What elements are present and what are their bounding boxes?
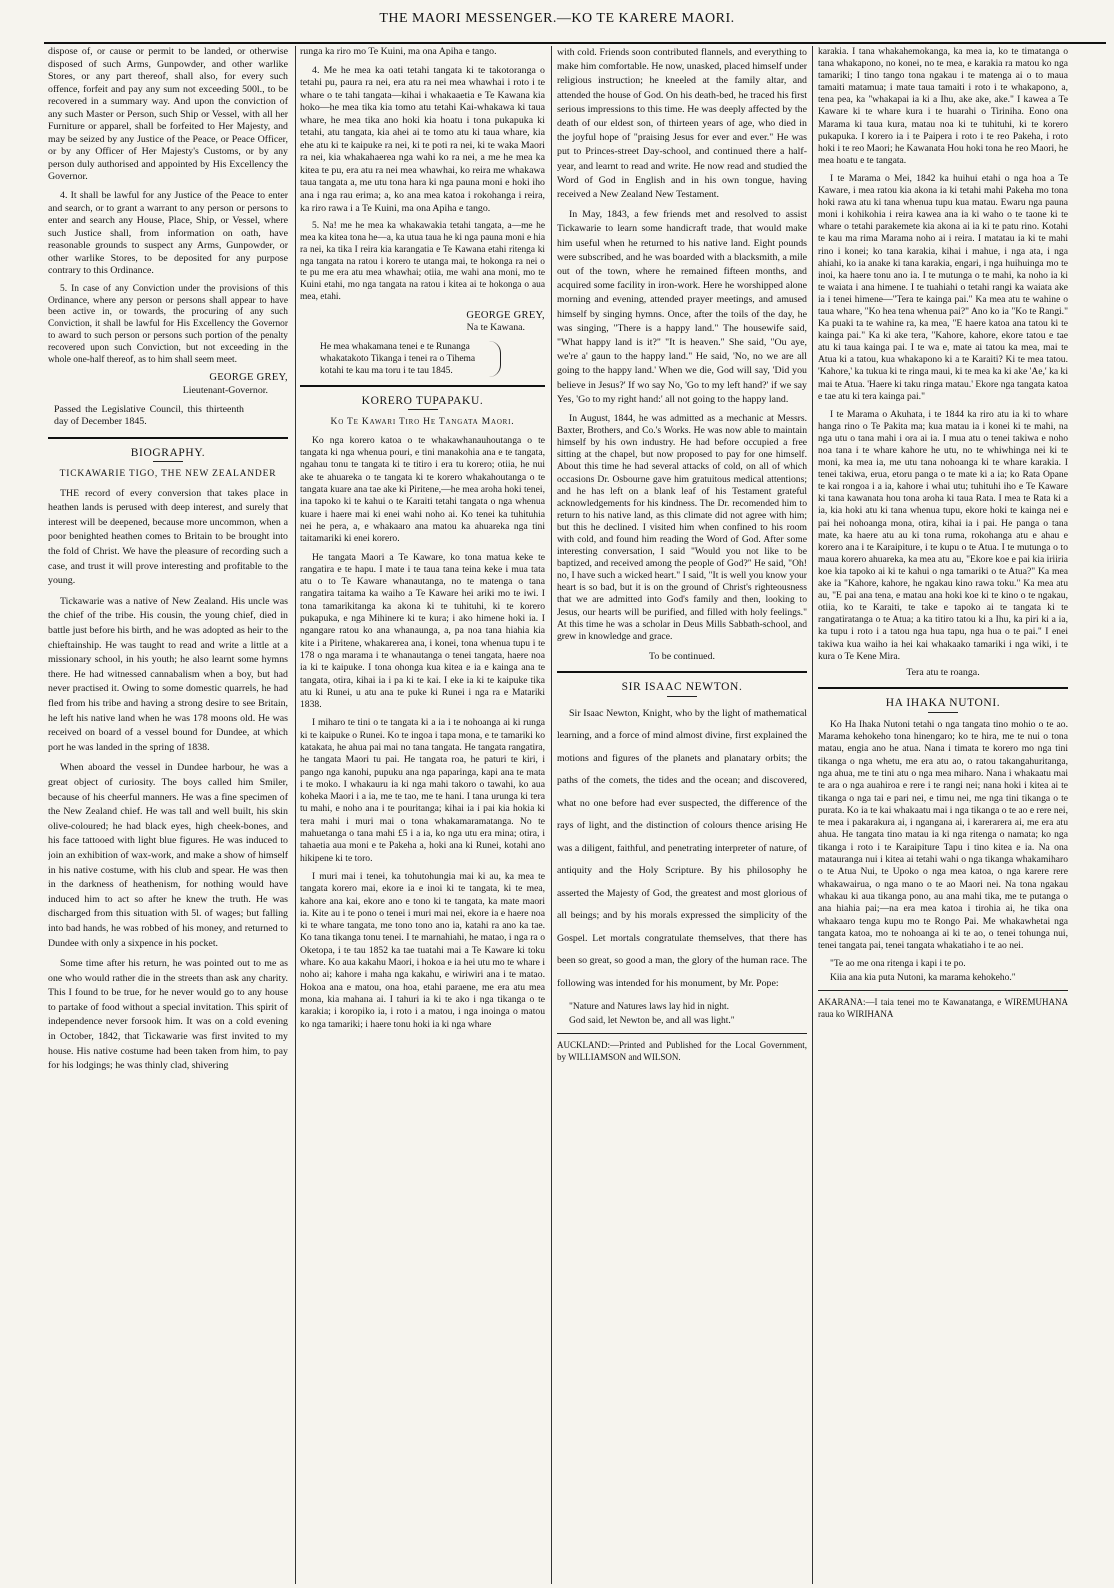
imprint-rule [818, 990, 1068, 991]
korero-continued: karakia. I tana whakahemokanga, ka mea ia, ko te timatanga o tana whakapono, no konei, no te mea, e karakia ra matou ko nga tamariki; I tino tango tona ngakau i te matenga ai o to maua tamaiti matamua; i mate taua tamaiti i roto i te whakapono, a, tena pea, ka "whakapai ia ki a Ihu, ake ake, ake." I kawea a Te Kaware ki te whare kura i te huarahi o Tiriniha. Eono ona Marama ki taua kura, matau noa ki te tuhituhi, ki te korero pukapuka. I korero ia i te Paipera i roto i te reo Pakeha, i roto hoki i te reo Maori; he Kawanata Hou hoki tona he reo Maori, he mea hoatu e te tangata. [818, 46, 1068, 166]
column-2 [300, 46, 545, 1584]
ordinance-clause-4: 4. It shall be lawful for any Justice of the Peace to enter and search, or to grant a warrant to any person or persons to enter and search any House, Place, Ship, or Vessel, where such Justice shall, from information on oath, have reasonable grounds to suspect any Arms, Gunpowder, or other warlike Stores, to be deposited for any purpose contrary to this Ordinance. [48, 190, 288, 277]
biography-paragraph: Tickawarie was a native of New Zealand. His uncle was the chief of the tribe. His cousin, the young chief, died in battle just before his birth, and he was adopted as heir to the chieftainship. He was taught to read and write a little at a missionary school, in his youth; he also learnt some hymns there. He had witnessed cannabalism when a boy, but had never practised it. Owing to some domestic quarrels, he had fled from his tribe and having a strong desire to see Britain, he left his native land when he was 178 moons old. He was received on board of a vessel bound for Dundee, at which port he was landed in the spring of 1838. [48, 595, 288, 753]
biography-continued: In May, 1843, a few friends met and resolved to assist Tickawarie to learn some handicraft trade, that would make him useful when he returned to his native land. Eight pounds were subscribed, and he was boarded with a blacksmith, a mile out of the town, where he remained fifteen months, and acquired some facility in iron-work. Here he worshipped alone morning and evening, attended prayer meetings, and amused himself by singing hymns. Once, after the toils of the day, he was singing, "There is a happy land." The housewife said, "What happy land is it?" "It is heaven." She said, "Ou aye, we're a' gaun to the happy land." He said, 'No, no we are all going to the happy land.' When we die, God will say, 'Did you believe in Jesus?' If wo say No, 'Go to my left hand?' if we say Yes, 'Go to my right hand:' all not going to the happy land. [557, 209, 807, 405]
ordinance-maori-text: runga ka riro mo Te Kuini, ma ona Apiha e tango. [300, 46, 497, 57]
signature: GEORGE GREY, [466, 309, 545, 321]
biography-continued: In August, 1844, he was admitted as a mechanic at Messrs. Baxter, Brothers, and Co.'s Works. He was now able to maintain himself by his own industry. He had before occupied a free sitting at the chapel, but now proposed to pay for one himself. About this time he had several attacks of cold, on all of which occasions Dr. Osbourne gave him gratuitous medical attentions; and he has left on a blank leaf of his Testament grateful acknowledgements for his kindness. The Dr. recomended him to return to his native land, as this climate did not agree with him; but this he declined. I visited him when confined to his room with cold, and found him reading the Word of God. After some interesting conversation, I said "Would you not like to be baptized, and received among the people of God?" He said, "Oh! no, I have such a wicked heart." I said, "It is well you know your heart is so bad, but it is on the ground of Christ's righteousness that we are admitted into God's family and then, looking to Jesus, our hearts will be purified, and filled with holy feelings." At this time he was a scholar in Deus Mills Sabbath-school, and grew in knowledge and grace. [557, 413, 807, 642]
nutoni-quote-line: "Te ao me ona ritenga i kapi i te po. [830, 959, 966, 970]
masthead: THE MAORI MESSENGER.—KO TE KARERE MAORI. [379, 11, 735, 26]
korero-paragraph: He tangata Maori a Te Kaware, ko tona matua keke te rangatira e te hapu. I mate i te taua tana teina keke i mua tata atu o to Te Kaware whanautanga, no te matenga o tana rangatira taitama ka waiho a Te Kaware hei ariki mo te iwi. I tona tamarikitanga ka akona ki te tuhituhi, ki te korero pukapuka, e nga Mihinere ki te kura; i ako himene hoki ia. I ngangare ratou ko ana whanaunga, a, pa noa tana hiahia kia kite i a Piritene, whakarerea ana, i konei, tona whenua tupu i te 178 o nga marama i te whanautanga o tenei tangata, haere noa ia ki te kaipuke. I tona ohonga kua kitea e ia e kainga ana te tangata, otira, kihai ia i pa ki te kai. I eke ia ki te kaipuke tika atu ki Runei, u atu ana te puke ki Runei i nga ra e Matariki 1838. [300, 551, 545, 711]
nutoni-quote-line: Kiia ana kia puta Nutoni, ka marama kehokeho." [830, 973, 1016, 984]
column-3 [557, 46, 807, 1584]
biography-subheading: TICKAWARIE TIGO, THE NEW ZEALANDER [59, 469, 277, 480]
korero-paragraph: I muri mai i tenei, ka tohutohungia mai ki au, ka mea te tangata korero mai, ekore ia e inoi ki te tangata, ki te mea, kahore ana kai, ekore ano e tono ki te tangata, ka mate maori ia. Kite au i te pono o tenei i muri mai nei, ekore ia e haere noa ki te whare tangata, me tono tono ano ia, katahi ra ano ka tae. Ko tana tikanga tonu tenei. I te marnahiahi, he matao, i nga ra o Oketopa, i te tau 1852 ka tae tuatahi mai a Te Kaware ki toku whare. Ko aua kakahu Maori, i hokoa e ia hei utu mo te whare i noho ai; kahore i maha nga kakahu, e wiriwiri ana i te matao. Hokoa ana e matou, ona hoa, etahi paraene, me era atu mea mona, kia mahana ai. I tahuri ia ki te ako i nga tikanga o te karakia; i koropiko ia, i roto i a matou, i nga inoinga o matou ko nga tamariki; i haere tonu hoki ia ki nga whare [300, 870, 545, 1030]
ordinance-text: dispose of, or cause or permit to be landed, or otherwise disposed of such Arms, Gunpowder, and other warlike Stores, or any part thereof, shall also, for every such offence, forfeit and pay any sum not exceeding 500l., to be recovered in a summary way. And upon the conviction of any such Master or Person, such Ship or Vessel, with all her Furniture or apparel, shall be forfeited to Her Majesty, and may be seized by any Justice of the Peace, or Peace Officer, or by any Officer of Her Majesty's Customs, or by any person duly authorised and appointed by His Excellency the Governor. [48, 46, 288, 183]
heading-dash [928, 712, 958, 713]
biography-paragraph: THE record of every conversion that takes place in heathen lands is perused with deep interest, and surely that interest will be deepened, because more uncommon, when a poor benighted heathen comes to Britain to be brought into the fold of Christ. We have the pleasure of recording such a case, and trust it will prove interesting and profitable to the young. [48, 487, 288, 587]
masthead-rule [44, 42, 1106, 44]
section-rule [557, 671, 807, 673]
column-1 [48, 46, 288, 1584]
biography-paragraph: Some time after his return, he was pointed out to me as one who would rather die in the streets than ask any charity. This I found to be true, for he never would go to any house to partake of food without a special invitation. This spirit of independence never forsook him. It was on a cold evening in October, 1842, that Tickawarie was first invited to my house. His native costume had been taken from him, to pay for his lodgings; he was thinly clad, shivering [48, 958, 288, 1072]
korero-continued: I te Marama o Akuhata, i te 1844 ka riro atu ia ki to whare hanga rino o Te Pakita ma; kua matau ia i konei ki te mahi, na nga utu o tana mahi i ora ai ia. I mua atu o tenei takiwa e noho noa tana i te whare kahore he utu, no te whiwhinga nei ki te moni, ka mea ia, me utu tana nohoanga ki te whare karakia. I tenei takiwa, erua, etoru panga o te mate ki a ia; ko Rata Opane te kai rongoa i a ia, kahore i whai utu; tuhituhi iho e Te Kaware ki tana kawanata hou tona aroha ki taua Rata. I mea te Rata ki a ia, kia hoki atu ki tana whenua tupu, ekore hoki te kainga nei e pai hei nohoanga mona, otira, kihai ia i pai. He panga o tana mate, ka haere atu au ki tona ruma, rokohanga atu e ahau e korero ana i te Karaipiture, i te kupu o te Atua. I te mutunga o to maua korero ahuareka, ka mea atu au, "Ekore koe e pai kia iriiria koe kia tapoko ai ki te kahui o nga tamariki o te Atua?" Ka mea ake ia "Kahore, kahore, he ngakau kino rawa toku." Ka mea atu au, "E pai ana tena, e matau ana hoki koe ki te kino o te ngakau, otiia, ko te Karaiti, te take e tapoko ai te tangata ki te rangatiratanga o te Atua; a ka titiro tatou ki a Ihu, ka piri ki a ia, ka tupu i roto i a tatou nga hua tapu, nga hua o te pai." I enei takiwa kua waiho ia hei kai whakaako tamariki i nga wiki, i te kura o Te Kene Mira. [818, 408, 1068, 662]
column-rule-1 [295, 46, 296, 1584]
ordinance-maori-clause-5: 5. Na! me he mea ka whakawakia tetahi tangata, a—me he mea ka kitea tona he—a, ka utua taua he ki nga pauna moni e hia ra nei, ka tika I reira kia karangatia e Te Kawana etahi ritenga ki nga tangata na ratou i korero te utanga mai, te hokonga ra nei o te pu me era atu mea whawhai; otiia, me wahi ana moni, mo te Kuini etahi, mo nga tangata na ratou i kitea ai te hokonga o aua mea, etahi. [300, 221, 545, 302]
pope-quote-line: God said, let Newton be, and all was light." [569, 1016, 735, 1027]
column-rule-3 [812, 46, 813, 1584]
passed-note: Passed the Legislative Council, this thirteenth day of December 1845. [54, 403, 244, 428]
to-be-continued: To be continued. [649, 650, 715, 662]
nutoni-heading: HA IHAKA NUTONI. [885, 697, 1001, 710]
newton-heading: SIR ISAAC NEWTON. [621, 681, 743, 694]
section-rule [48, 437, 288, 439]
column-rule-2 [551, 46, 552, 1584]
section-rule [818, 687, 1068, 689]
biography-paragraph: When aboard the vessel in Dundee harbour, he was a great object of curiosity. The boys called him Smiler, because of his cheerful manners. He was a fine specimen of the New Zealand chief. He was tall and well built, his skin olive-coloured; he had black eyes, high cheek-bones, and his face tattooed with light blue figures. He was induced to join an exhibition of wax-work, and make a show of himself in his native costume, with his club and spear. He was then in the darkness of heathenism, for nothing would have induced him to act so after he knew the truth. He was discharged from this situation with 5l. of wages; but falling into bad hands, he was robbed of his money, and returned to Dundee with only a sixpence in his pocket. [48, 762, 288, 949]
ordinance-maori-clause-4: 4. Me he mea ka oati tetahi tangata ki te takotoranga o tetahi pu, paura ra nei, era atu ra nei mea whawhai i roto i te whare o te tahi tangata—kihai i whakaaetia e Te Kawana kia hoko—he mea tika kia tomo atu tetahi Kai-whakawa ki taua whare, he mea tika ano hoki kia hoatu i tona pukapuka ki tetahi, atu tangata, kia ahei ai te tomo atu ki taua whare, kia ehe atu ki te kaipuke ra nei, ki te poti ra nei, ki te waka Maori ra nei, kia whakahaerea nga wahi ko ra nei, a me he mea ka kitea te pu, era atu ra nei mea whawhai, ko reira me whakawa taua tangata a, me utu tona hara ki nga pauna moni e hoki iho ana i nga rau erima; a, ko ana mea katoa i rokohanga i reira, ka riro rawa i a Te Kuini, ma ona Apiha e tango. [300, 64, 545, 214]
tera-atu-te-roanga: Tera atu te roanga. [906, 666, 980, 678]
korero-continued: I te Marama o Mei, 1842 ka huihui etahi o nga hoa a Te Kaware, i mea ratou kia akona ia ki tetahi mahi Pakeha mo tona hoki rawa atu ki tana whenua tupu kua matau. Ewaru nga pauna moni i kohikohia i reira kawea ana ia ki waho o te taone ki te whare o tetahi parakemete kia akona ai ia ki te patu rino. Kotahi te kau ma rima Marama noho ai i reira. I matatau ia ki te mahi rino i konei; ko tana karakia, kihai i mahue, i nga ata, i nga ahiahi, ko ia anake ki tana karakia, engari, i nga huihuinga mo te inoi, ka haere tonu ano ia. I te mutunga o te mahi, ka noho ia ki te waiata i ana himene. I te tuahiahi o tetahi rangi ka waiata ake ia i tenei himene—"Tera te kainga pai." Ka mea atu te wahine o taua whare, "Ko hea tena whenua pai?" Ano ko ia "Ko te Rangi." Ka puaki ta te wahine ra, ka mea, "E haere katoa ana tatou ki te kainga pai." Ka ki ake tera, "Kahore, kahore, ekore tatou e tae atu ki taua kainga pai. I te wa e, mate ai tatou ka mea, mai te Atua ki a tatou, kua whakapono ki a te Karaiti? Ki te mea tatou. 'Kahore,' ka tukua ki te ringa maui, ki te mea ka ki ake 'Ae,' ka ki mai te Atua. 'Haere ki taku ringa matau.' Ekore nga tangata katoa e tae atu ki tera kainga pai." [818, 172, 1068, 402]
heading-dash [408, 409, 438, 410]
nutoni-paragraph: Ko Ha Ihaka Nutoni tetahi o nga tangata tino mohio o te ao. Marama kehokeho tona hinengaro; ko te hira, me te nui o tona matau, engia ano he atua. Nana i timata te korero mo nga tini tikanga o nga whetu, me era atu ao, o ratou takangahuritanga, nga ahua, me te tini atu o nga mea miharo. Nana i whakaatu mai te ara o nga auahiroa e rere i te rangi nei; nana hoki i kitea ai te tikanga o nga tai e pari nei, e timu nei, me nga tini tikanga o te purata. Ko ia te kai whakaatu mai i nga tikanga o te ao e rere nei, te mea i pakarakura ai, i ngangana ai, i karerarera ai, me era atu ahua. He tangata tino matau ia ki nga ritenga o namata; ko nga tikanga i roto i te Karaipiture Tapu i tino kitea e ia. Na ona matauranga nui i kitea ai tetahi wahi o nga tikanga whakamiharo o te Atua Nui, te Upoko o nga mea katoa, o nga karere rere whakawairua, o nga mano o te ao Maori nei. Na tona ngakau whakau ki aua tikanga pono, au ana mahi tika, me te putanga o ana hiahia pai;—na era mea katoa i tirohia ai, he tika ona whakaaro tenga kupu mo te Rongo Pai. Me whakawhetai nga tangata katoa, mo te nohoanga ai ki te ao, o tenei tohunga nui, tenei tangata pai, tenei tangata whakatiaho i te ao nei. [818, 718, 1068, 952]
imprint: AKARANA:—I taia tenei mo te Kawanatanga, e WIREMUHANA raua ko WIRIHANA [818, 997, 1068, 1019]
biography-continued: with cold. Friends soon contributed flannels, and everything to make him comfortable. He now, unasked, placed himself under religious instruction; he kneeled at the family altar, and attended the house of God. On his death-bed, he traced his first serious impressions to this time. He was deeply affected by the death of our eldest son, of thirteen years of age, who died in the joyful hope of "praising Jesus for ever and ever." He was put to Princes-street Day-school, and continued there a half-year, and learnt to read and write. He now read and studied the Word of God in English and in his own tongue, having received a New Zealand New Testament. [557, 47, 807, 201]
pope-quote-line: "Nature and Natures laws lay hid in night. [569, 1002, 730, 1013]
signature-title: Lieutenant-Governor. [182, 384, 268, 396]
signature: GEORGE GREY, [209, 372, 288, 384]
korero-heading: KORERO TUPAPAKU. [361, 394, 484, 407]
ordinance-clause-5: 5. In case of any Conviction under the provisions of this Ordinance, where any person or persons shall appear to have been active in, or towards, the procuring of any such Conviction, it shall be lawful for His Excellency the Governor to award to such person or persons such portion of the penalty recovered upon such Conviction, but not exceeding in the whole one-half thereof, as to him shall seem meet. [48, 283, 288, 365]
imprint-rule [557, 1033, 807, 1034]
imprint: AUCKLAND:—Printed and Published for the Local Government, by WILLIAMSON and WILSON. [557, 1040, 807, 1062]
korero-subheading: Ko Te Kawari Tiro He Tangata Maori. [330, 417, 515, 428]
korero-paragraph: I miharo te tini o te tangata ki a ia i te nohoanga ai ki runga ki te kaipuke o Runei. Ko te ingoa i tapa mona, e te tamariki ko katakata, he ahua pai mai no tana tangata. He tangata rangatira, he tangata Maori tu pai. He tangata roa, he paturi te kiri, i pango nga kanohi, pupuku ana nga paparinga, kapi ana te mata i te moko. I whakauru ia ki nga mahi takoro o tawahi, ko aua koheka Maori i a ia, me te tao, me te hani. I tana urunga ki tera tu mahi, e noho ana i te pouritanga; kihai ia i pai kia hokia ki tera mahi i muri mai o tona whakamaramatanga. No te mahuetanga o tana mahi £5 i a ia, ko nga utu era mina; otira, i tahaetia aua moni e te Pakeha a, hoki ana ki Runei, kotahi ano hikipene ki te toro. [300, 717, 545, 864]
heading-dash [667, 696, 697, 697]
column-4 [818, 46, 1068, 1584]
biography-heading: BIOGRAPHY. [130, 446, 206, 459]
newton-paragraph: Sir Isaac Newton, Knight, who by the light of mathematical learning, and a force of mind almost divine, first explained the motions and figures of the planets and planatary orbits; the paths of the comets, the tides and the ocean; and discovered, what no one before had ever suspected, the difference of the rays of light, and the distinction of colours thence arising He was a diligent, faithful, and penetrating interpreter of nature, of antiquity and the Holy Scripture. By his philosophy he asserted the Majesty of God, the greatest and most glorious of all beings; and by his morals expressed the simplicity of the Gospel. Let mortals congratulate themselves, that there has been so great, so good a man, the glory of the human race. The following was intended for his monument, by Mr. Pope: [557, 707, 807, 989]
heading-dash [153, 461, 183, 462]
korero-paragraph: Ko nga korero katoa o te whakawhanauhoutanga o te tangata ki nga whenua pouri, e tini manakohia ana e te tangata, ngahau tonu te tangata ki te titiro i era tu korero; otiia, he nui ake te ahuareka o te tangata ki te korero whakahoutanga o te tangata kuare ana tae ake ki Piritene,—he mea aroha hoki tenei, ina tapoko ki te kahui o te Karaiti tetahi tangata o nga whenua kuare i haere mai ki enei wahi noho ai. Ko tenei ka tuhituhia nei he pera, a, e whakaaro ana matou ka ahuareka nga tini taitamariki ki enei korero. [300, 434, 545, 545]
section-rule [300, 385, 545, 387]
passed-note-maori: He mea whakamana tenei e te Runanga whakatakoto Tikanga i tenei ra o Tihema kotahi te kau ma toru i te tau 1845. [320, 341, 501, 377]
signature-title: Na te Kawana. [466, 322, 525, 334]
